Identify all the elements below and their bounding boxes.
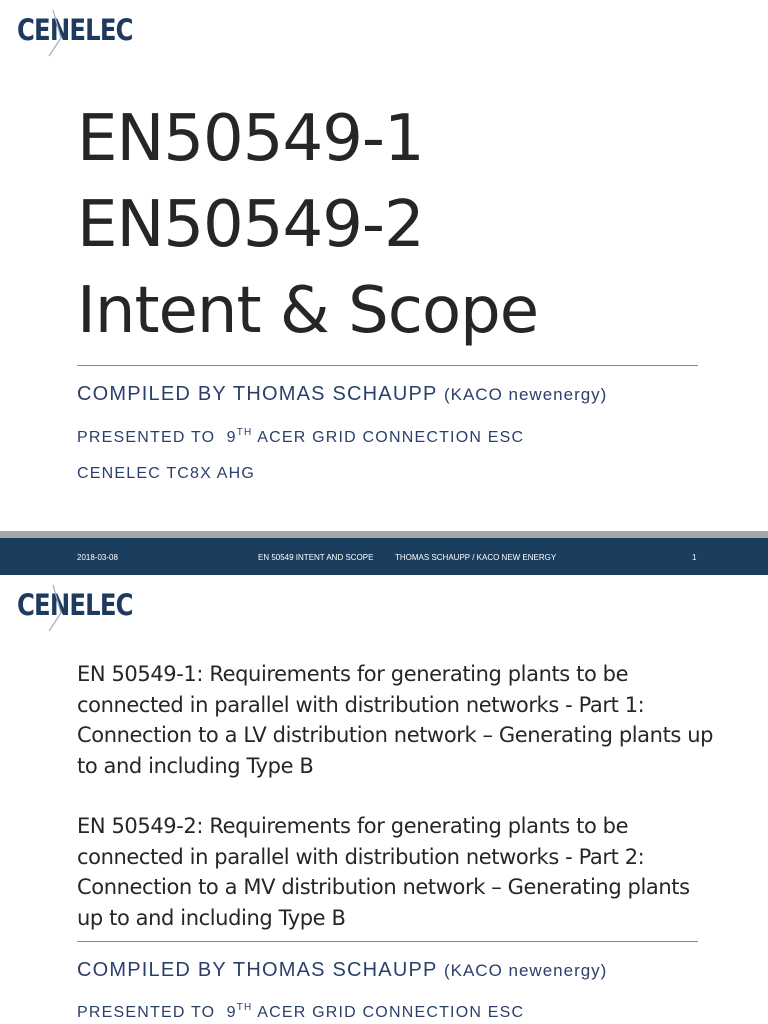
- presented-prefix: PRESENTED TO: [77, 1004, 216, 1021]
- company-name: (KACO newenergy): [443, 385, 608, 404]
- presented-suffix: ACER GRID CONNECTION ESC: [257, 1004, 525, 1021]
- logo-swoosh-icon: [39, 583, 63, 633]
- company-name: (KACO newenergy): [443, 961, 608, 980]
- committee: CENELEC TC8X AHG: [77, 465, 256, 482]
- content-divider: [77, 941, 698, 942]
- logo-text: CENELEC: [17, 588, 133, 622]
- title-line-3: Intent & Scope: [77, 274, 539, 348]
- cenelec-logo: [17, 8, 137, 56]
- presented-sup: TH: [236, 427, 253, 438]
- logo-swoosh-icon: [39, 8, 63, 58]
- compiled-by-text: COMPILED BY THOMAS SCHAUPP: [77, 383, 438, 405]
- compiled-by-text: COMPILED BY THOMAS SCHAUPP: [77, 959, 438, 981]
- presented-num: 9: [226, 1004, 237, 1021]
- slide-title: [77, 96, 538, 354]
- footer-author: THOMAS SCHAUPP / KACO NEW ENERGY: [395, 553, 557, 562]
- standard-description-1: [77, 659, 717, 781]
- cenelec-logo: [17, 583, 137, 631]
- compiled-by: [77, 959, 607, 982]
- presented-to: [77, 427, 524, 447]
- footer-accent-strip: [0, 531, 768, 538]
- title-line-1: EN50549-1: [77, 102, 424, 176]
- presented-prefix: PRESENTED TO: [77, 429, 216, 446]
- standard-description-2: [77, 811, 717, 933]
- footer-page-number: 1: [692, 553, 697, 562]
- presented-suffix: ACER GRID CONNECTION ESC: [257, 429, 525, 446]
- footer-title: EN 50549 INTENT AND SCOPE: [258, 553, 374, 562]
- slide-footer: [0, 538, 768, 575]
- paragraph-en50549-2: EN 50549-2: Requirements for generating plants to be connected in parallel with distribution networks - Part 2: Connection to a MV distribution network – Generating plants up to and including Type B: [77, 814, 690, 930]
- footer-date: 2018-03-08: [77, 553, 118, 562]
- paragraph-en50549-1: EN 50549-1: Requirements for generating plants to be connected in parallel with distribution networks - Part 1: Connection to a LV distribution network – Generating plants up to and including Type B: [77, 662, 714, 778]
- slide-2: [0, 575, 768, 1024]
- title-line-2: EN50549-2: [77, 188, 424, 262]
- title-divider: [77, 365, 698, 366]
- presented-num: 9: [226, 429, 237, 446]
- compiled-by: [77, 383, 607, 406]
- presented-to: [77, 1002, 524, 1022]
- presented-sup: TH: [236, 1002, 253, 1013]
- logo-text: CENELEC: [17, 13, 133, 47]
